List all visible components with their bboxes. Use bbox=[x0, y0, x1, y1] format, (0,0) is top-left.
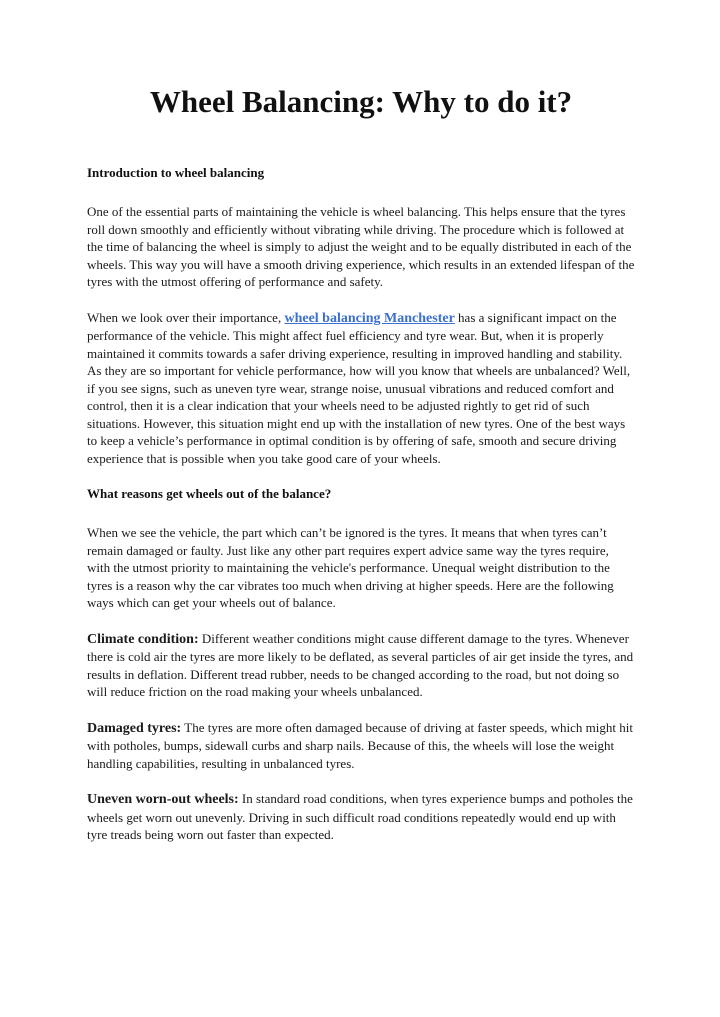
intro-paragraph-1: One of the essential parts of maintaining the vehicle is wheel balancing. This helps ensure that the tyres roll down smoothly and efficiently without vibrating while driving. The procedure which is followed at the time of balancing the wheel is simply to adjust the weight and to be equally distributed in each of the wheels. This way you will have a smooth driving experience, which results in an extended lifespan of the tyres with the utmost offering of performance and safety. bbox=[87, 204, 635, 289]
climate-text: Different weather conditions might cause different damage to the tyres. Whenever there is cold air the tyres are more likely to be deflated, as several particles of air get inside the tyres, and results in deflation. Different tread rubber, needs to be changed according to the road, but not doing so will reduce friction on the road making your wheels unbalanced. bbox=[87, 630, 634, 699]
intro-paragraph-2 bbox=[87, 309, 635, 468]
climate-lead: Climate condition: bbox=[87, 631, 199, 647]
intro-paragraph-2-before: When we look over their importance, bbox=[87, 309, 285, 325]
uneven-paragraph bbox=[87, 790, 635, 844]
climate-paragraph bbox=[87, 630, 635, 701]
damaged-paragraph bbox=[87, 719, 635, 773]
wheel-balancing-link[interactable]: wheel balancing Manchester bbox=[284, 310, 455, 326]
reasons-heading: What reasons get wheels out of the balance? bbox=[87, 486, 332, 501]
uneven-lead: Uneven worn-out wheels: bbox=[87, 792, 239, 807]
page-title: Wheel Balancing: Why to do it? bbox=[149, 84, 573, 119]
intro-heading: Introduction to wheel balancing bbox=[87, 165, 265, 180]
damaged-text: The tyres are more often damaged because of driving at faster speeds, which might hit with potholes, bumps, sidewall curbs and sharp nails. Because of this, the wheels will lose the weight handling capabilities, resulting in unbalanced tyres. bbox=[87, 719, 633, 771]
damaged-lead: Damaged tyres: bbox=[87, 720, 182, 736]
article-body bbox=[87, 164, 635, 862]
reasons-paragraph: When we see the vehicle, the part which can’t be ignored is the tyres. It means that when tyres can’t remain damaged or faulty. Just like any other part requires expert advice same way the tyres require, with the utmost priority to maintaining the vehicle's performance. Unequal weight distribution to the tyres is a reason why the car vibrates too much when driving at higher speeds. Here are the following ways which can get your wheels out of balance. bbox=[87, 525, 614, 610]
uneven-text: In standard road conditions, when tyres experience bumps and potholes the wheels get worn out unevenly. Driving in such difficult road conditions repeatedly would end up with tyre treads being worn out faster than expected. bbox=[87, 791, 633, 842]
intro-paragraph-2-after: has a significant impact on the performance of the vehicle. This might affect fuel efficiency and tyre wear. But, when it is properly maintained it commits towards a safer driving experience, resulting in improved handling and stability. As they are so important for vehicle performance, how will you know that wheels are unbalanced? Well, if you see signs, such as uneven tyre wear, strange noise, unusual vibrations and reduced comfort and control, then it is a clear indication that your wheels need to be adjusted rightly to get rid of such situations. However, this situation might end up with the installation of new tyres. One of the best ways to keep a vehicle’s performance in optimal condition is by offering of safe, smooth and secure driving experience that is possible when you take good care of your wheels. bbox=[87, 309, 631, 466]
